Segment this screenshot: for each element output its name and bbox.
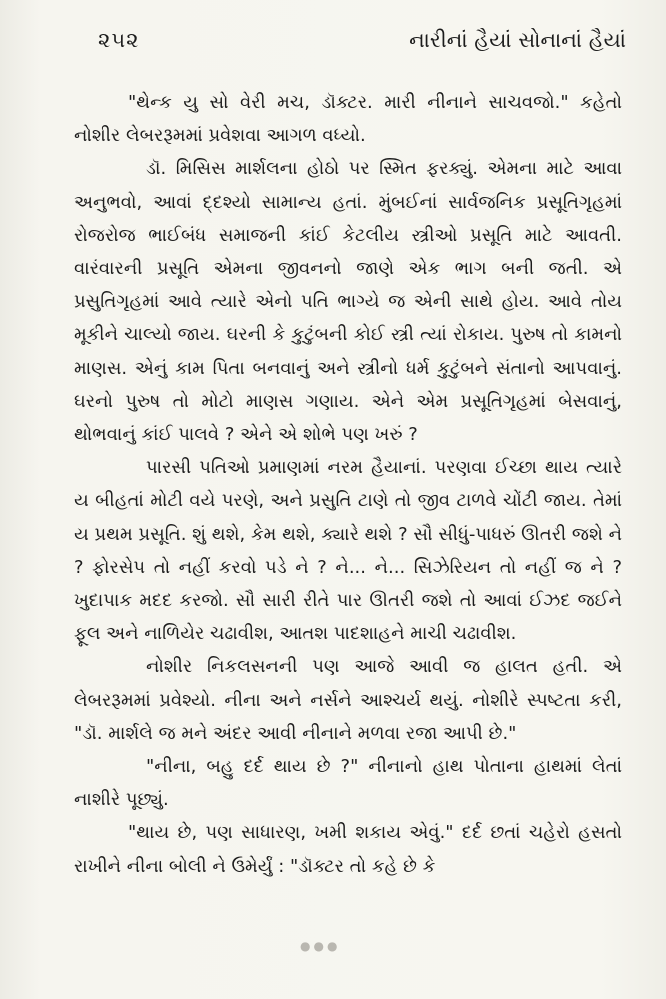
paragraph: "નીના, બહુ દર્દ થાય છે ?" નીનાનો હાથ પોતાના હાથમાં લેતાં નાશીરે પૂછ્યું. — [74, 756, 622, 811]
paragraph: "થાય છે, પણ સાધારણ, ખમી શકાય એવું." દર્દ છતાં ચહેરો હસતો રાખીને નીના બોલી ને ઉમેર્યું : "ડૉક્ટર તો કહે છે કે — [74, 822, 622, 877]
paragraph: નોશીર નિકલસનની પણ આજે આવી જ હાલત હતી. એ લેબરરૂમમાં પ્રવેશ્યો. નીના અને નર્સને આશ્ચર્ય થયું. નોશીરે સ્પષ્ટતા કરી, "ડૉ. માર્શલે જ મને અંદર આવી નીનાને મળવા રજા આપી છે." — [74, 656, 622, 744]
decorative-dots: ●●● — [300, 939, 341, 953]
paragraph: પારસી પતિઓ પ્રમાણમાં નરમ હૈયાનાં. પરણવા ઈચ્છા થાય ત્યારે ય બીહતાં મોટી વયે પરણે, અને પ્રસુતિ ટાણે તો જીવ ટાળવે ચોંટી જાય. તેમાં ય પ્રથમ પ્રસૂતિ. શું થશે, કેમ થશે, ક્યારે થશે ? સૌ સીધું-પાધરું ઊતરી જશે ને ? ફોરસેપ તો નહીં કરવો પડે ને ? ને... ને... સિઝેરિયન તો નહીં જ ને ? ખુદાપાક મદદ કરજો. સૌ સારી રીતે પાર ઊતરી જશે તો આવાં ઈઝદ જઈને ફૂલ અને નાળિયેર ચઢાવીશ, આતશ પાદશાહને માચી ચઢાવીશ. — [74, 457, 622, 645]
page-header — [98, 28, 626, 62]
page-number: ૨૫૨ — [98, 28, 140, 52]
paragraph: ડૉ. મિસિસ માર્શલના હોઠો પર સ્મિત ફરક્યું. એમના માટે આવા અનુભવો, આવાં દ્દશ્યો સામાન્ય હતાં. મુંબઈનાં સાર્વજનિક પ્રસૂતિગૃહમાં રોજરોજ ભાઈબંધ સમાજની કાંઈ કેટલીય સ્ત્રીઓ પ્રસૂતિ માટે આવતી. વારંવારની પ્રસૂતિ એમના જીવનનો જાણે એક ભાગ બની જતી. એ પ્રસુતિગૃહમાં આવે ત્યારે એનો પતિ ભાગ્યે જ એની સાથે હોય. આવે તોય મૂકીને ચાલ્યો જાય. ઘરની કે કુટુંબની કોઈ સ્ત્રી ત્યાં રોકાય. પુરુષ તો કામનો માણસ. એનું કામ પિતા બનવાનું અને સ્ત્રીનો ધર્મ કુટુંબને સંતાનો આપવાનું. ઘરનો પુરુષ તો મોટો માણસ ગણાય. એને એમ પ્રસૂતિગૃહમાં બેસવાનું, થોભવાનું કાંઈ પાલવે ? એને એ શોભે પણ ખરું ? — [74, 158, 622, 446]
page-body — [74, 86, 622, 883]
paragraph: "થેન્ક યુ સો વેરી મચ, ડૉક્ટર. મારી નીનાને સાચવજો." કહેતો નોશીર લેબરરૂમમાં પ્રવેશવા આગળ વધ્યો. — [74, 92, 622, 147]
running-title: નારીનાં હૈયાં સોનાનાં હૈયાં — [409, 28, 626, 52]
